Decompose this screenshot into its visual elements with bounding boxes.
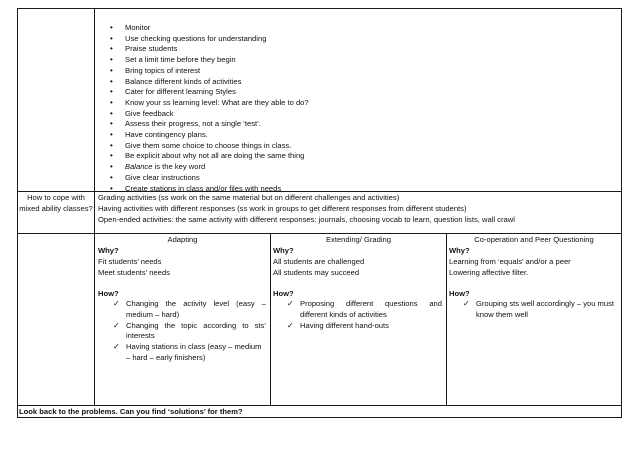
why-label: Why? (273, 245, 294, 255)
row-divider (17, 405, 622, 406)
check-icon: ✓ (463, 299, 470, 308)
why-item: All students may succeed (273, 267, 360, 277)
bullet-icon: • (110, 33, 113, 43)
row-divider (17, 233, 622, 234)
why-label: Why? (449, 245, 470, 255)
column-divider (446, 233, 447, 406)
bullet-icon: • (110, 162, 113, 172)
check-icon: ✓ (287, 299, 294, 308)
bullet-icon: • (110, 97, 113, 107)
check-icon: ✓ (113, 299, 120, 308)
bullet-icon: • (110, 172, 113, 182)
strategy-line: Having activities with different responses (ss work in groups to get different responses from different students) (98, 204, 467, 213)
why-item: Fit students’ needs (98, 256, 162, 266)
bullet-icon: • (110, 140, 113, 150)
why-item: Learning from ‘equals’ and/or a peer (449, 256, 571, 266)
footer-prompt: Look back to the problems. Can you find ‘solutions’ for them? (19, 407, 243, 416)
bullet-icon: • (110, 183, 113, 193)
how-label: How? (449, 288, 470, 298)
column-title: Co-operation and Peer Questioning (474, 235, 594, 244)
bullet-icon: • (110, 44, 113, 54)
bullet-icon: • (110, 76, 113, 86)
column-divider (270, 233, 271, 406)
table-border-right (621, 8, 622, 418)
bullet-icon: • (110, 65, 113, 75)
bullet-icon: • (110, 108, 113, 118)
why-item: All students are challenged (273, 256, 365, 266)
bullet-icon: • (110, 87, 113, 97)
check-icon: ✓ (113, 320, 120, 330)
check-icon: ✓ (287, 320, 294, 330)
why-item: Meet students’ needs (98, 267, 170, 277)
bullet-icon: • (110, 130, 113, 139)
check-icon: ✓ (113, 342, 120, 351)
bullet-icon: • (110, 23, 113, 32)
row-label-mixed-ability: How to cope with mixed ability classes? (19, 193, 93, 213)
strategy-line: Grading activities (ss work on the same material but on different challenges and activities) (98, 193, 400, 202)
why-item: Lowering affective filter. (449, 267, 529, 277)
column-divider (94, 8, 95, 406)
column-title: Extending/ Grading (325, 235, 391, 244)
row-divider (17, 191, 622, 192)
bullet-icon: • (110, 151, 113, 161)
bullet-icon: • (110, 55, 113, 65)
strategy-line: Open-ended activities: the same activity with different responses: journals, choosing vocab to learn, question lists, wall crawl (98, 215, 515, 224)
table-border-top (17, 8, 622, 9)
column-title: Adapting (167, 235, 198, 244)
how-label: How? (273, 288, 294, 298)
emphasis-word: Balance (125, 162, 153, 172)
bullet-icon: • (110, 119, 113, 129)
why-label: Why? (98, 245, 119, 255)
how-label: How? (98, 288, 119, 298)
